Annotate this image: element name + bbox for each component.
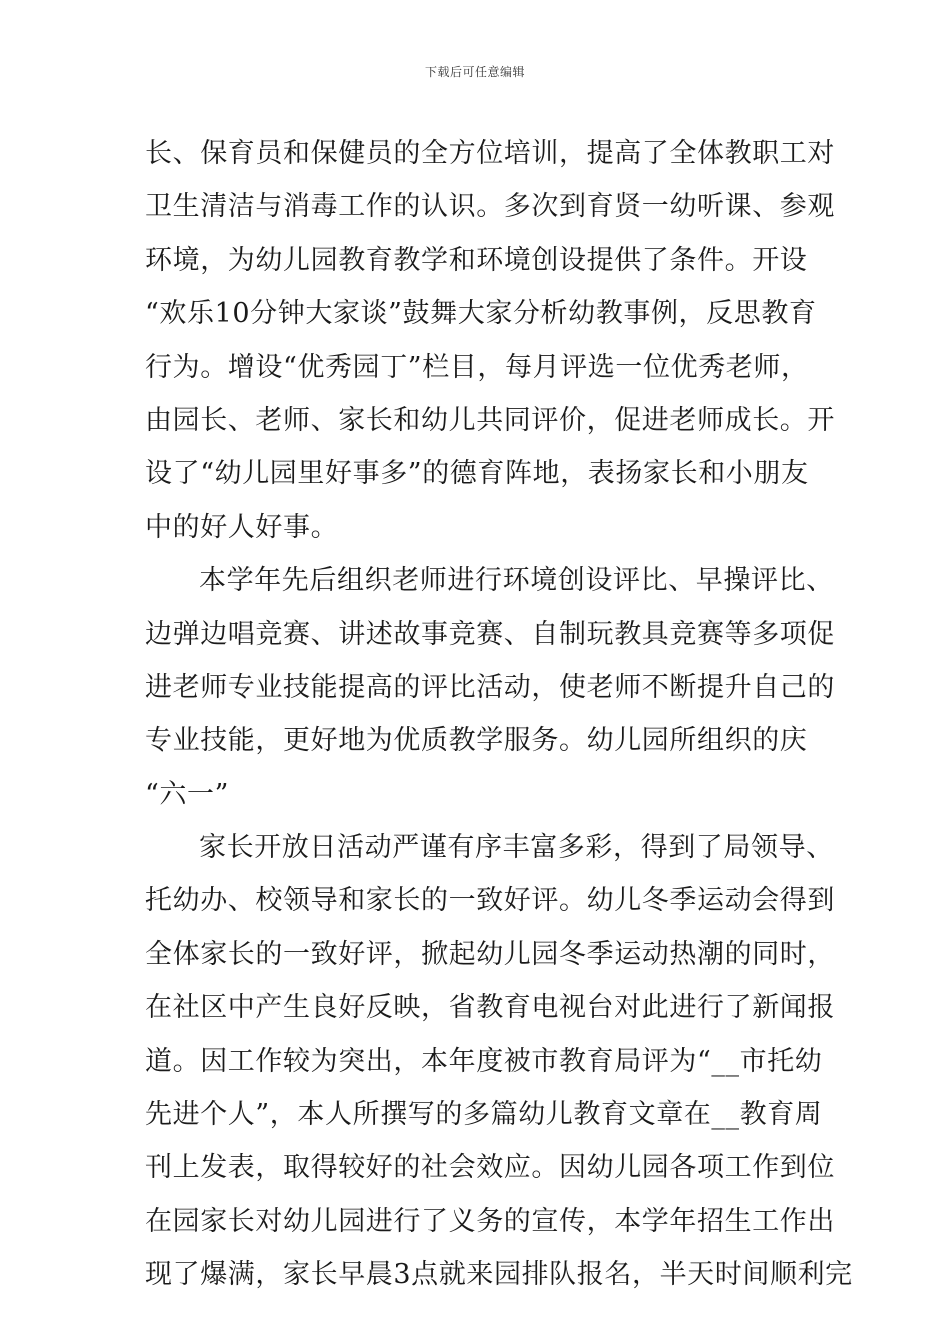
document-body	[145, 127, 853, 1302]
text-line: 托幼办、校领导和家长的一致好评。幼儿冬季运动会得到	[145, 885, 835, 917]
text-line: 设了“幼儿园里好事多”的德育阵地，表扬家长和小朋友	[145, 458, 809, 490]
text-line: 由园长、老师、家长和幼儿共同评价，促进老师成长。开	[145, 404, 835, 436]
text-line: 长、保育员和保健员的全方位培训，提高了全体教职工对	[145, 138, 835, 169]
text-line: 先进个人”，本人所撰写的多篇幼儿教育文章在__教育周	[145, 1099, 823, 1131]
text-line: “六一”	[145, 778, 230, 810]
text-line: 刊上发表，取得较好的社会效应。因幼儿园各项工作到位	[145, 1152, 835, 1184]
paragraph-first-line: 本学年先后组织老师进行环境创设评比、早操评比、	[199, 565, 834, 597]
text-line: 进老师专业技能提高的评比活动，使老师不断提升自己的	[145, 671, 835, 703]
text-line: 在园家长对幼儿园进行了义务的宣传，本学年招生工作出	[145, 1205, 835, 1237]
text-line: 在社区中产生良好反映，省教育电视台对此进行了新闻报	[145, 992, 835, 1024]
text-line: 行为。增设“优秀园丁”栏目，每月评选一位优秀老师，	[145, 351, 809, 383]
text-line: 全体家长的一致好评，掀起幼儿园冬季运动热潮的同时，	[145, 938, 835, 970]
text-line: “欢乐10分钟大家谈”鼓舞大家分析幼教事例，反思教育	[145, 298, 817, 330]
text-line: 中的好人好事。	[145, 511, 339, 543]
text-line: 卫生清洁与消毒工作的认识。多次到育贤一幼听课、参观	[145, 191, 835, 223]
text-line: 专业技能，更好地为优质教学服务。幼儿园所组织的庆	[145, 725, 808, 757]
page-header-note: 下载后可任意编辑	[424, 65, 525, 79]
paragraph-first-line: 家长开放日活动严谨有序丰富多彩，得到了局领导、	[199, 832, 834, 864]
text-line: 现了爆满，家长早晨3点就来园排队报名，半天时间顺利完	[145, 1259, 853, 1291]
text-line: 环境，为幼儿园教育教学和环境创设提供了条件。开设	[145, 244, 808, 276]
text-line: 边弹边唱竞赛、讲述故事竞赛、自制玩教具竞赛等多项促	[145, 618, 835, 650]
text-line: 道。因工作较为突出，本年度被市教育局评为“__市托幼	[145, 1045, 823, 1077]
